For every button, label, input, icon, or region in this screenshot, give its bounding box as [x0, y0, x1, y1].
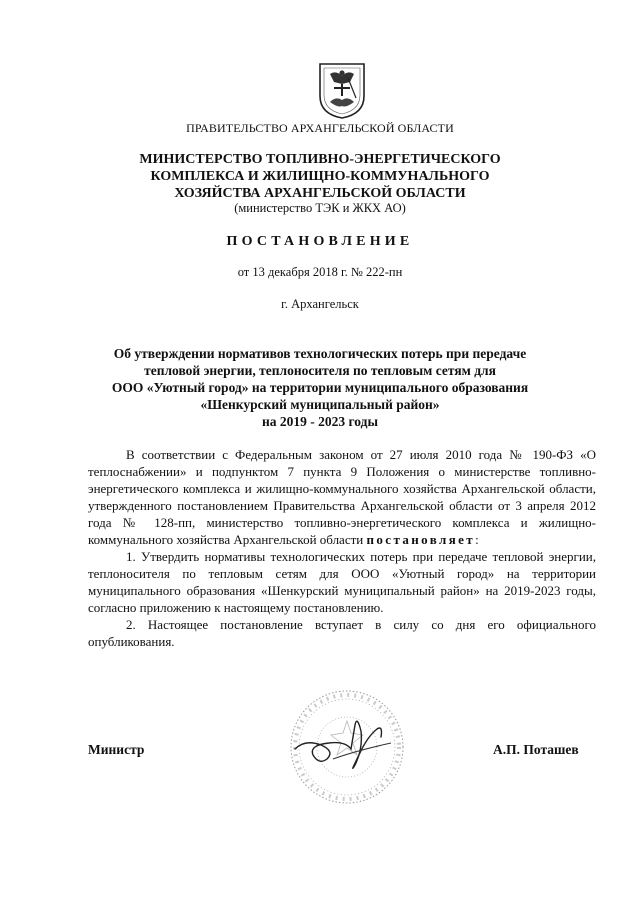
title-line: «Шенкурский муниципальный район» — [200, 397, 440, 412]
decree-word: постановляет — [366, 532, 476, 547]
document-body — [88, 446, 596, 650]
item-paragraph: 1. Утвердить нормативы технологических потерь при передаче тепловой энергии, теплоносителя по тепловым сетям для ООО «Уютный город» на территории муниципального образования «Шенкурский муниципальный район» на 2019-2023 годы, согласно приложению к настоящему постановлению. — [88, 549, 596, 615]
document-date-number: от 13 декабря 2018 г. № 222-пн — [237, 265, 403, 279]
signatory-title: Министр — [88, 742, 145, 757]
decree-colon: : — [475, 532, 479, 547]
title-line: тепловой энергии, теплоносителя по тепловым сетям для — [144, 363, 496, 378]
title-line: на 2019 - 2023 годы — [261, 414, 379, 429]
signatory-name: А.П. Поташев — [493, 742, 579, 757]
item-paragraph: 2. Настоящее постановление вступает в силу со дня его официального опубликования. — [88, 617, 596, 649]
title-line: ООО «Уютный город» на территории муниципального образования — [111, 380, 529, 395]
ministry-line: КОМПЛЕКСА И ЖИЛИЩНО-КОММУНАЛЬНОГО — [150, 169, 490, 184]
ministry-line: ХОЗЯЙСТВА АРХАНГЕЛЬСКОЙ ОБЛАСТИ — [174, 186, 466, 201]
preamble-paragraph — [88, 446, 596, 548]
document-city: г. Архангельск — [281, 297, 359, 311]
government-name: ПРАВИТЕЛЬСТВО АРХАНГЕЛЬСКОЙ ОБЛАСТИ — [186, 121, 454, 135]
arkhangelsk-coat-of-arms-icon — [316, 62, 368, 120]
document-type: ПОСТАНОВЛЕНИЕ — [226, 234, 414, 249]
ministry-short-name: (министерство ТЭК и ЖКХ АО) — [234, 201, 406, 215]
document-title — [0, 345, 640, 430]
preamble-text: В соответствии с Федеральным законом от 27 июля 2010 года № 190-ФЗ «О теплоснабжении» и подпунктом 7 пункта 9 Положения о министерстве топливно-энергетического комплекса и жилищно-коммунального хозяйства Архангельской области, утвержденного постановлением Правительства Архангельской области от 3 апреля 2012 года № 128-пп, министерство топливно-энергетического комплекса и жилищно-коммунального хозяйства Архангельской области — [88, 447, 596, 547]
title-line: Об утверждении нормативов технологических потерь при передаче — [113, 346, 527, 361]
ministry-name — [0, 151, 640, 202]
signature-icon — [285, 685, 410, 810]
ministry-line: МИНИСТЕРСТВО ТОПЛИВНО-ЭНЕРГЕТИЧЕСКОГО — [139, 152, 501, 167]
